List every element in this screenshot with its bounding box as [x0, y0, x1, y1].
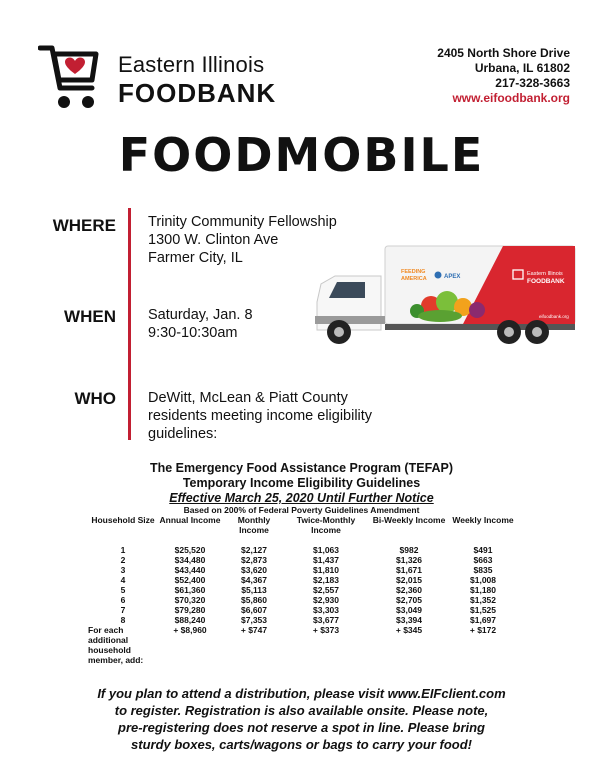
website-link[interactable]: www.eifoodbank.org	[452, 91, 570, 105]
where-line1: Trinity Community Fellowship	[148, 214, 337, 230]
tefap-effective-date: Effective March 25, 2020 Until Further Notice	[169, 491, 434, 505]
table-cell: $2,015	[396, 575, 422, 585]
table-cell: $52,400	[174, 575, 206, 585]
phone-number: 217-328-3663	[495, 76, 570, 90]
table-cell: + $747	[240, 625, 268, 635]
table-cell: $2,873	[241, 555, 267, 565]
col-household-size: Household Size	[91, 515, 155, 525]
table-cell: 4	[120, 575, 126, 585]
org-name-line1: Eastern Illinois	[118, 52, 265, 77]
table-cell: $1,810	[313, 565, 339, 575]
table-row	[88, 555, 514, 565]
col-biweekly-income: Bi-Weekly Income	[372, 515, 446, 525]
table-cell: $3,049	[396, 605, 422, 615]
table-row	[88, 595, 514, 605]
table-cell: $1,697	[470, 615, 496, 625]
table-cell: $1,326	[396, 555, 422, 565]
poverty-basis-note: Based on 200% of Federal Poverty Guidelines Amendment	[183, 505, 420, 515]
table-cell: $1,008	[470, 575, 496, 585]
where-line3: Farmer City, IL	[148, 250, 243, 266]
cart-heart-logo	[38, 42, 100, 112]
table-cell: $5,860	[241, 595, 267, 605]
income-eligibility-table	[88, 515, 514, 665]
registration-notice	[0, 685, 603, 753]
org-name	[118, 54, 276, 106]
table-cell: 5	[120, 585, 126, 595]
notice-line2: to register. Registration is also available onsite. Please note,	[114, 703, 489, 718]
where-info	[148, 213, 337, 267]
table-cell: $1,352	[470, 595, 496, 605]
table-cell: $2,183	[313, 575, 339, 585]
tefap-line2: Temporary Income Eligibility Guidelines	[182, 476, 421, 490]
table-cell: 2	[120, 555, 126, 565]
who-label: WHO	[74, 389, 116, 408]
table-row	[88, 565, 514, 575]
table-cell: $3,620	[241, 565, 267, 575]
table-cell: $2,705	[396, 595, 422, 605]
table-cell: + $373	[312, 625, 340, 635]
who-line3: guidelines:	[148, 426, 218, 442]
tefap-heading	[0, 461, 603, 506]
table-cell: $34,480	[174, 555, 206, 565]
table-cell: $1,180	[470, 585, 496, 595]
notice-line3: pre-registering does not reserve a spot in line. Please bring	[118, 720, 485, 735]
table-cell: $5,113	[241, 585, 267, 595]
table-cell: $2,557	[313, 585, 339, 595]
who-line2: residents meeting income eligibility	[148, 408, 373, 424]
table-cell: $6,607	[241, 605, 267, 615]
when-line2: 9:30-10:30am	[148, 325, 238, 341]
america-text: AMERICA	[401, 276, 427, 282]
col-annual-income: Annual Income	[159, 515, 221, 525]
table-cell: $3,394	[396, 615, 422, 625]
page-title: FOODMOBILE	[118, 128, 485, 182]
table-cell: $3,677	[313, 615, 339, 625]
table-cell: $835	[473, 565, 493, 575]
table-cell: $70,320	[174, 595, 206, 605]
table-row	[88, 615, 514, 625]
where-label: WHERE	[52, 216, 116, 235]
tefap-line1: The Emergency Food Assistance Program (TEFAP)	[149, 461, 454, 475]
table-header-row	[88, 515, 514, 535]
table-cell: $663	[473, 555, 493, 565]
table-cell: $1,671	[396, 565, 422, 575]
where-line2: 1300 W. Clinton Ave	[148, 232, 279, 248]
col-twice-monthly-income: Twice-Monthly Income	[296, 515, 356, 535]
table-cell: $491	[473, 545, 493, 555]
when-info	[148, 306, 253, 342]
table-row	[88, 575, 514, 585]
address-line1: 2405 North Shore Drive	[437, 46, 570, 60]
truck-website: eifoodbank.org	[539, 314, 569, 319]
table-row	[88, 545, 514, 555]
table-cell: + $8,960	[173, 625, 207, 635]
table-cell: $43,440	[174, 565, 206, 575]
table-cell: $88,240	[174, 615, 206, 625]
table-cell: 6	[120, 595, 126, 605]
apex-text: APEX	[444, 274, 461, 280]
red-divider	[128, 208, 131, 440]
truck-brand-line2: FOODBANK	[527, 278, 565, 285]
notice-line1: If you plan to attend a distribution, please visit www.EIFclient.com	[97, 686, 506, 701]
table-cell: $1,525	[470, 605, 496, 615]
table-spacer	[88, 535, 514, 545]
table-cell: $61,360	[174, 585, 206, 595]
org-name-line2: FOODBANK	[118, 78, 277, 108]
table-cell: $2,127	[241, 545, 267, 555]
table-cell: 8	[120, 615, 126, 625]
table-cell: $1,437	[313, 555, 339, 565]
who-line1: DeWitt, McLean & Piatt County	[148, 390, 348, 406]
table-cell: $4,367	[241, 575, 267, 585]
contact-block	[437, 46, 570, 106]
table-cell: $25,520	[174, 545, 206, 555]
table-row	[88, 605, 514, 615]
table-cell: + $172	[469, 625, 497, 635]
table-row	[88, 625, 514, 665]
table-cell: $7,353	[241, 615, 267, 625]
table-cell: $2,360	[396, 585, 422, 595]
when-line1: Saturday, Jan. 8	[148, 307, 253, 323]
table-cell: 7	[120, 605, 126, 615]
table-cell: $3,303	[313, 605, 339, 615]
table-cell: $982	[399, 545, 419, 555]
foodmobile-truck-image	[313, 244, 578, 348]
col-weekly-income: Weekly Income	[452, 515, 514, 525]
feeding-text: FEEDING	[401, 269, 426, 275]
who-info	[148, 389, 372, 443]
table-cell: $79,280	[174, 605, 206, 615]
table-row	[88, 585, 514, 595]
table-cell: $1,063	[313, 545, 339, 555]
table-cell: For each additional household member, add:	[88, 625, 144, 665]
when-label: WHEN	[64, 307, 116, 326]
truck-brand-line1: Eastern Illinois	[527, 271, 563, 277]
table-cell: 1	[120, 545, 126, 555]
col-monthly-income: Monthly Income	[237, 515, 271, 535]
notice-line4: sturdy boxes, carts/wagons or bags to carry your food!	[131, 737, 472, 752]
table-cell: + $345	[395, 625, 423, 635]
table-cell: $2,930	[313, 595, 339, 605]
address-line2: Urbana, IL 61802	[474, 61, 570, 75]
table-cell: 3	[120, 565, 126, 575]
